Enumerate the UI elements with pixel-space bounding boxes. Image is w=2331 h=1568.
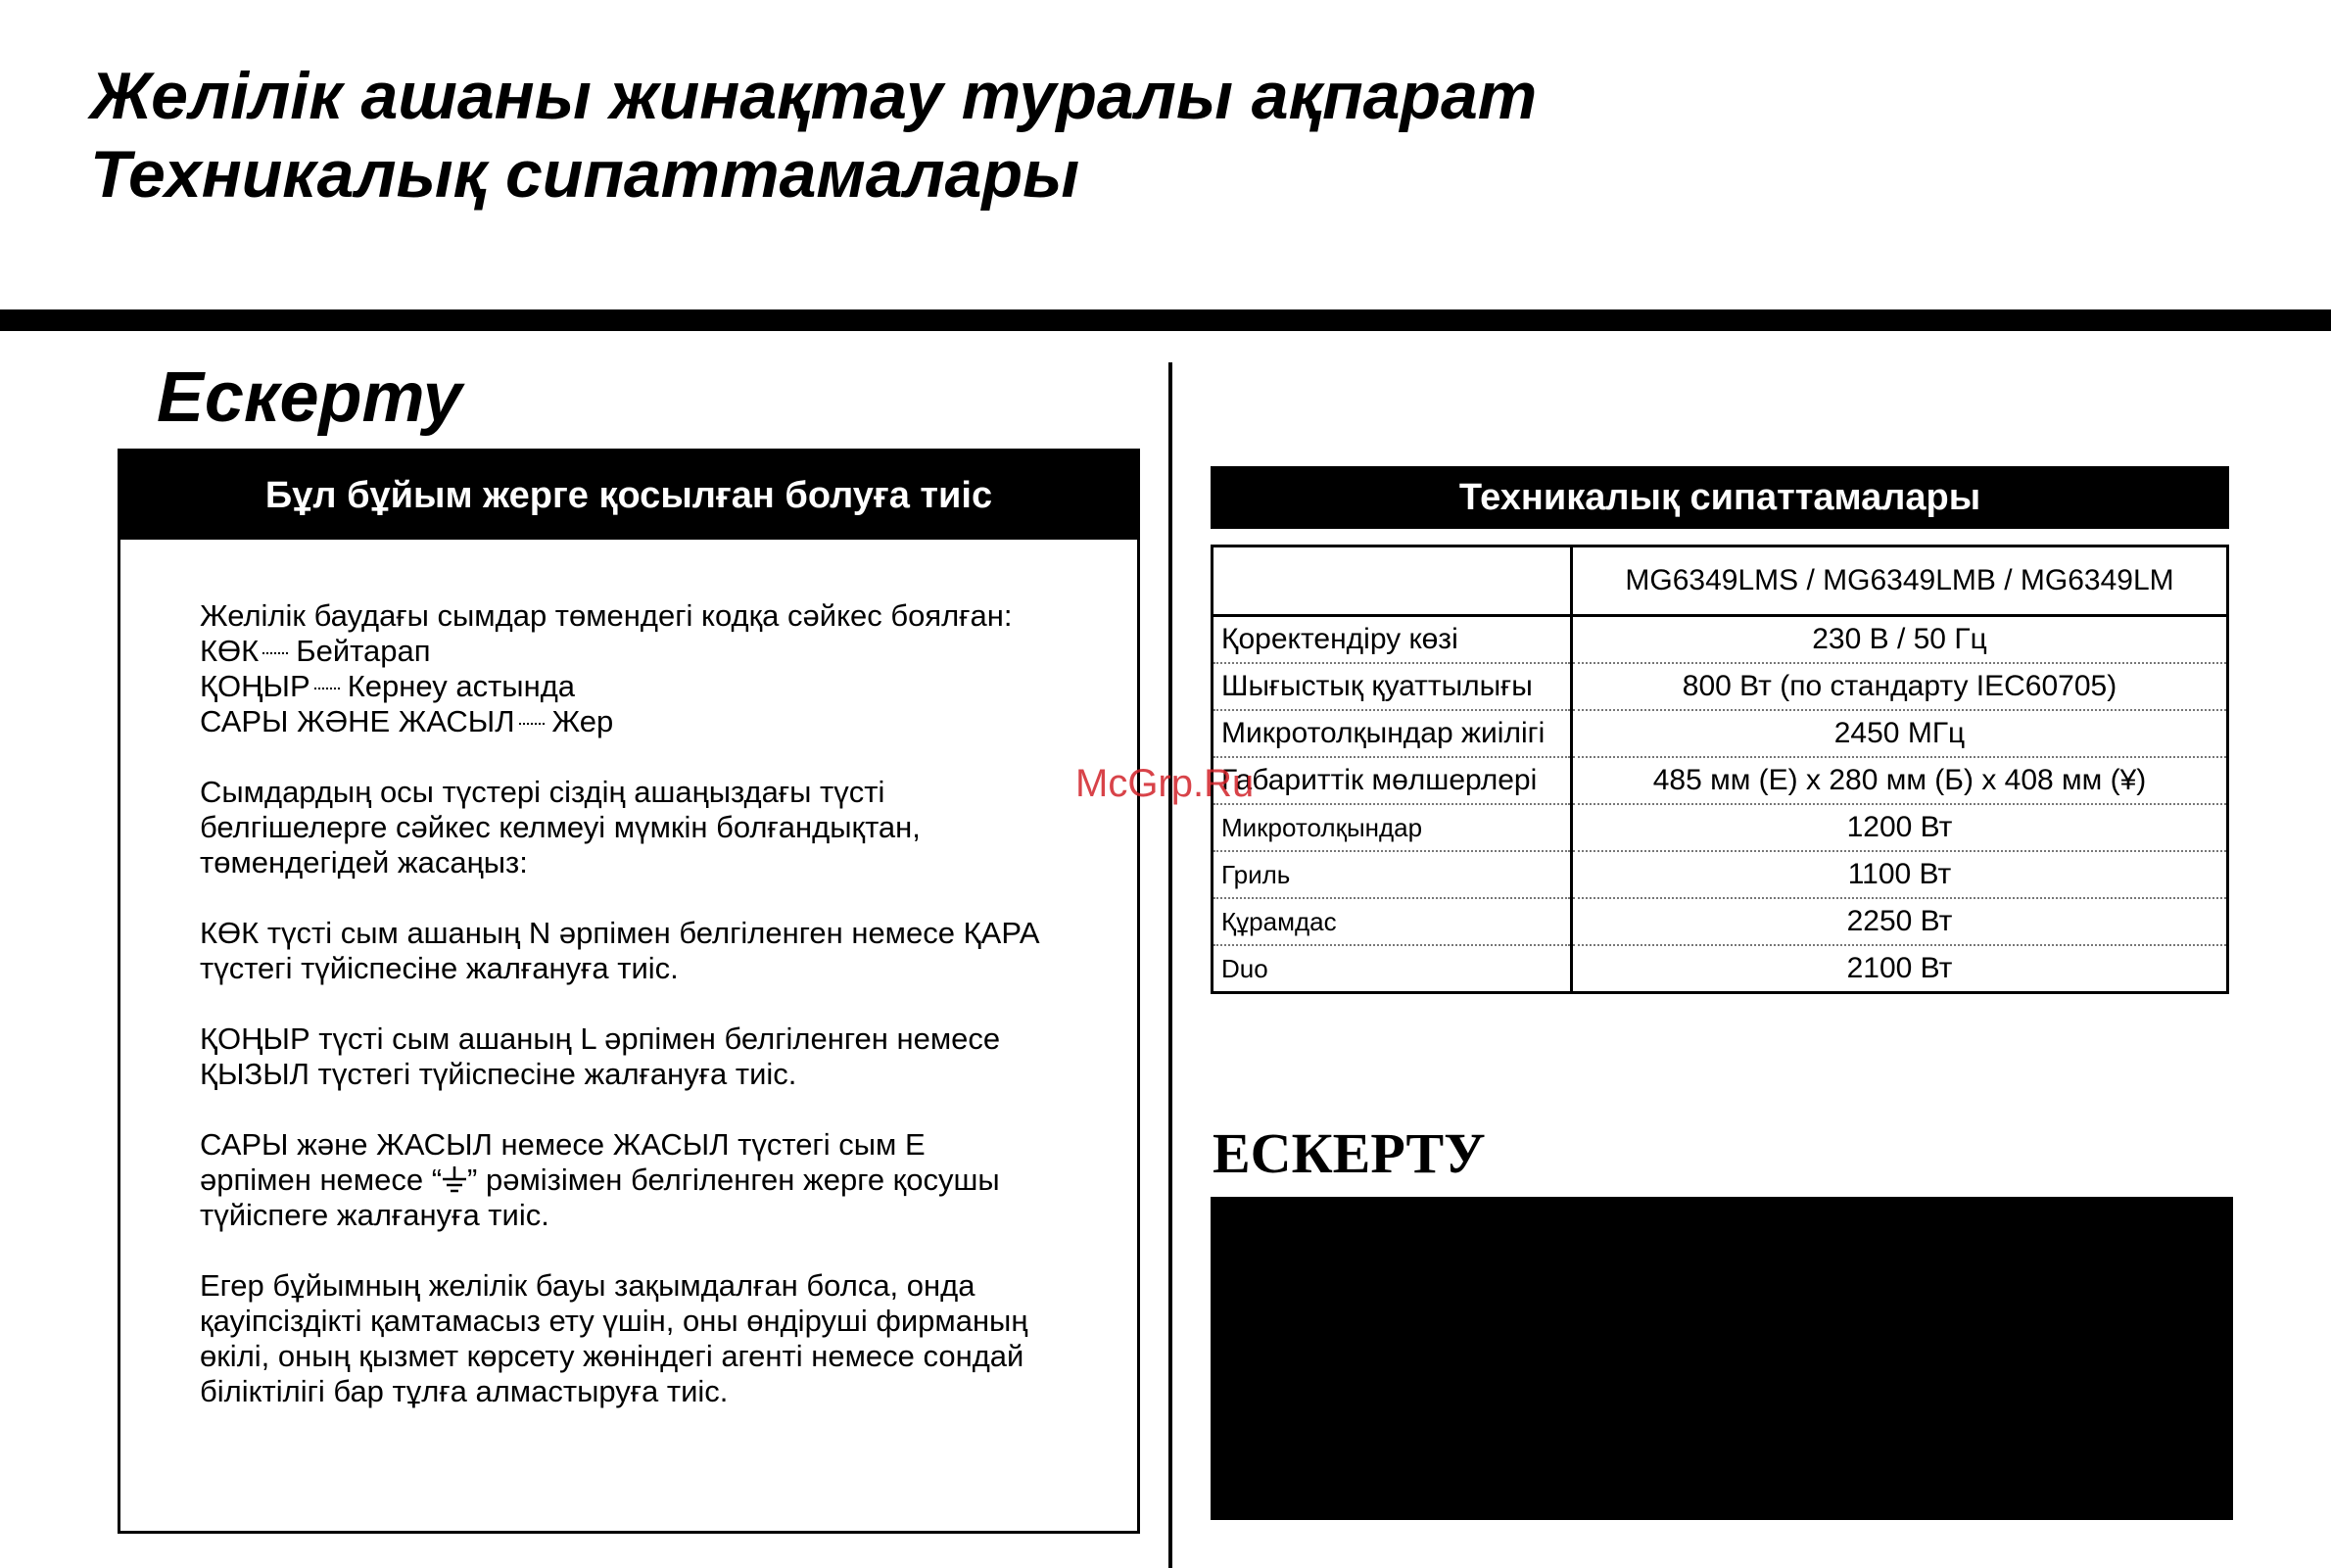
grounding-warning-box bbox=[118, 449, 1140, 1534]
spec-value: 2250 Вт bbox=[1572, 898, 2228, 945]
spec-value: 230 В / 50 Гц bbox=[1572, 616, 2228, 664]
grounding-warning-text bbox=[200, 598, 1101, 1445]
table-row bbox=[1213, 757, 2228, 804]
table-row bbox=[1213, 616, 2228, 664]
table-row bbox=[1213, 663, 2228, 710]
paragraph-ground-wire: САРЫ және ЖАСЫЛ немесе ЖАСЫЛ түстегі сым Е әрпімен немесе “ ” рәмізімен белгіленген жерге қосушы түйіспеге жалғануға тиіс. bbox=[200, 1127, 1000, 1232]
page-title bbox=[90, 57, 1537, 214]
spec-label: Қоректендіру көзі bbox=[1213, 616, 1572, 664]
table-header-row bbox=[1213, 546, 2228, 616]
note-heading: ЕСКЕРТУ bbox=[1213, 1121, 1486, 1185]
specs-table bbox=[1211, 545, 2229, 994]
spec-label: Duo bbox=[1213, 945, 1572, 993]
dash-icon bbox=[519, 723, 545, 725]
spec-value: 1200 Вт bbox=[1572, 804, 2228, 851]
wire-color-codes: Желілік баудағы сымдар төмендегі кодқа сәйкес боялған: КӨК Бейтарап ҚОҢЫР Кернеу астында САРЫ ЖӘНЕ ЖАСЫЛ Жер bbox=[200, 598, 1013, 738]
spec-value: 1100 Вт bbox=[1572, 851, 2228, 898]
dash-icon bbox=[262, 652, 288, 654]
table-row bbox=[1213, 945, 2228, 993]
page-title-line-2: Техникалық сипаттамалары bbox=[90, 137, 1080, 212]
column-divider bbox=[1168, 362, 1172, 1568]
table-row bbox=[1213, 804, 2228, 851]
table-header-empty-cell bbox=[1213, 546, 1572, 616]
spec-value: 485 мм (Е) х 280 мм (Б) х 408 мм (¥) bbox=[1572, 757, 2228, 804]
spec-label: Гриль bbox=[1213, 851, 1572, 898]
table-row bbox=[1213, 710, 2228, 757]
warning-heading: Ескерту bbox=[157, 358, 462, 437]
specs-header: Техникалық сипаттамалары bbox=[1211, 466, 2229, 529]
paragraph-colors-mismatch: Сымдардың осы түстері сіздің ашаңыздағы түсті белгішелерге сәйкес келмеуі мүмкін болғандықтан, төмендегідей жасаңыз: bbox=[200, 775, 921, 879]
paragraph-cord-replacement: Егер бұйымның желілік бауы зақымдалған болса, онда қауіпсіздікті қамтамасыз ету үшін, оны өндіруші фирманың өкілі, оның қызмет көрсету жөніндегі агенті немесе сондай біліктілігі бар тұлға алмастыруға тиіс. bbox=[200, 1268, 1028, 1408]
table-row bbox=[1213, 851, 2228, 898]
spec-value: 800 Вт (по стандарту IEC60705) bbox=[1572, 663, 2228, 710]
table-row bbox=[1213, 898, 2228, 945]
spec-label: Микротолқындар жиілігі bbox=[1213, 710, 1572, 757]
paragraph-brown-wire: ҚОҢЫР түсті сым ашаның L әрпімен белгіленген немесе ҚЫЗЫЛ түстегі түйіспесіне жалғануға тиіс. bbox=[200, 1022, 1001, 1091]
spec-label: Құрамдас bbox=[1213, 898, 1572, 945]
paragraph-blue-wire: КӨК түсті сым ашаның N әрпімен белгіленген немесе ҚАРА түстегі түйіспесіне жалғануға тиіс. bbox=[200, 916, 1040, 985]
note-box bbox=[1211, 1197, 2233, 1520]
grounding-warning-title: Бұл бұйым жерге қосылған болуға тиіс bbox=[120, 451, 1137, 540]
spec-label: Габариттік мөлшерлері bbox=[1213, 757, 1572, 804]
dash-icon bbox=[314, 688, 340, 689]
spec-label: Шығыстық қуаттылығы bbox=[1213, 663, 1572, 710]
spec-label: Микротолқындар bbox=[1213, 804, 1572, 851]
top-divider bbox=[0, 309, 2331, 331]
model-names: MG6349LMS / MG6349LMB / MG6349LM bbox=[1572, 546, 2228, 616]
page-title-line-1: Желілік ашаны жинақтау туралы ақпарат bbox=[90, 59, 1538, 133]
ground-symbol-icon bbox=[442, 1166, 467, 1196]
spec-value: 2450 МГц bbox=[1572, 710, 2228, 757]
watermark: McGrp.Ru bbox=[1075, 762, 1255, 805]
spec-value: 2100 Вт bbox=[1846, 952, 1953, 984]
